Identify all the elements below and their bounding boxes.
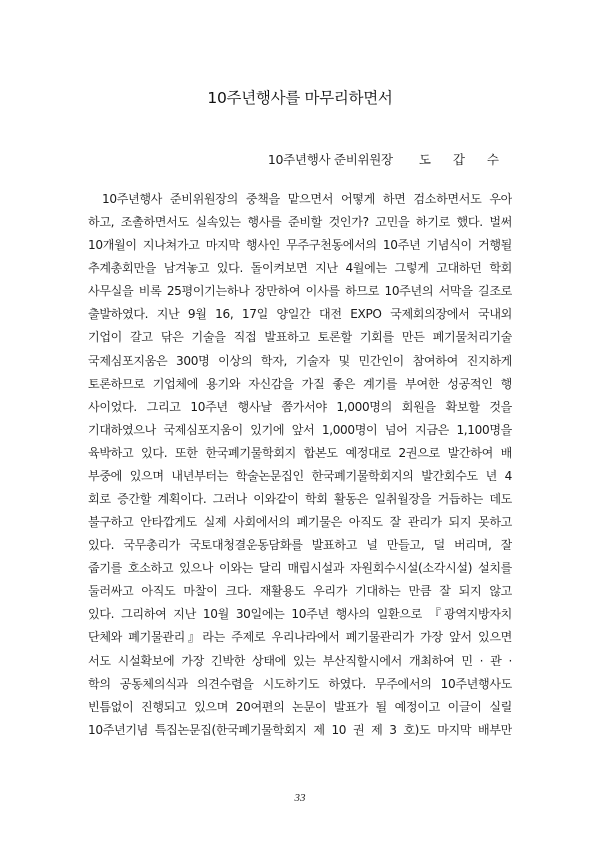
- text-line: 부중에 있으며 내년부터는 학술논문집인 한국폐기물학회지의 발간회수도 년 4: [88, 468, 512, 483]
- text-line: 육박하고 있다. 또한 한국폐기물학회지 합본도 예정대로 2권으로 발간하여 배: [88, 445, 512, 460]
- text-line: 하고, 조촐하면서도 실속있는 행사를 준비할 것인가? 고민을 하기로 했다. 벌써: [88, 215, 512, 230]
- text-line: 회로 증간할 계획이다. 그러나 이와같이 학회 활동은 일취월장을 거듭하는 데도: [88, 492, 512, 507]
- body-paragraph: [88, 188, 512, 742]
- text-line: 기대하였으나 국제심포지움이 있기에 앞서 1,000명이 넘어 지금은 1,100명을: [88, 422, 512, 437]
- text-line: 학의 공동체의식과 의견수렴을 시도하기도 하였다. 무주에서의 10주년행사도: [88, 676, 512, 691]
- page-title: 10주년행사를 마무리하면서: [207, 89, 393, 107]
- page-number: 33: [294, 792, 306, 804]
- text-line: 단체와 폐기물관리』라는 주제로 우리나라에서 폐기물관리가 가장 앞서 있으면: [88, 630, 512, 645]
- text-line: 있다. 국무총리가 국토대청결운동담화를 발표하고 널 만들고, 덜 버리며, 잘: [88, 538, 512, 553]
- text-line: 기업이 갈고 닦은 기술을 직접 발표하고 토론할 기회를 만든 폐기물처리기술: [88, 330, 512, 345]
- text-line: 10주년기념 특집논문집(한국폐기물학회지 제 10 권 제 3 호)도 마지막 배부만: [88, 722, 512, 737]
- text-line: 있다. 그리하여 지난 10월 30일에는 10주년 행사의 일환으로 『광역지방자치: [88, 607, 512, 622]
- text-line: 둘러싸고 아직도 마찰이 크다. 재활용도 우리가 기대하는 만큼 잘 되지 않고: [88, 584, 512, 599]
- text-line: 추계총회만을 남겨놓고 있다. 돌이켜보면 지난 4월에는 그렇게 고대하던 학회: [88, 261, 512, 276]
- text-line: 출발하였다. 지난 9월 16, 17일 양일간 대전 EXPO 국제회의장에서 국내외: [88, 307, 512, 322]
- author-name: 도 갑 수: [418, 152, 508, 167]
- text-line: 사무실을 비록 25평이기는하나 장만하여 이사를 하므로 10주년의 서막을 길조로: [88, 284, 512, 299]
- text-line: 줍기를 호소하고 있으나 이와는 달리 매립시설과 자원회수시설(소각시설) 설치를: [88, 561, 512, 576]
- author-byline: [268, 150, 508, 168]
- text-line: 불구하고 안타깝게도 실제 사회에서의 폐기물은 아직도 잘 관리가 되지 못하고: [88, 515, 512, 530]
- text-line: 10개월이 지나쳐가고 마지막 행사인 무주구천동에서의 10주년 기념식이 거행될: [88, 238, 512, 253]
- author-role: 10주년행사 준비위원장: [267, 152, 393, 167]
- text-line: 토론하므로 기업체에 용기와 자신감을 가질 좋은 계기를 부여한 성공적인 행: [88, 376, 512, 391]
- text-line: 사이었다. 그리고 10주년 행사날 쯤가서야 1,000명의 회원을 확보할 것을: [88, 399, 512, 414]
- text-line: 서도 시설확보에 가장 긴박한 상태에 있는 부산직할시에서 개최하여 민 · 관 ·: [88, 653, 512, 668]
- text-line: 10주년행사 준비위원장의 중책을 맡으면서 어떻게 하면 검소하면서도 우아: [102, 192, 512, 206]
- text-line: 국제심포지움은 300명 이상의 학자, 기술자 및 민간인이 참여하여 진지하게: [88, 353, 512, 368]
- text-line: 빈틈없이 진행되고 있으며 20여편의 논문이 발표가 될 예정이고 이글이 실릴: [88, 699, 512, 714]
